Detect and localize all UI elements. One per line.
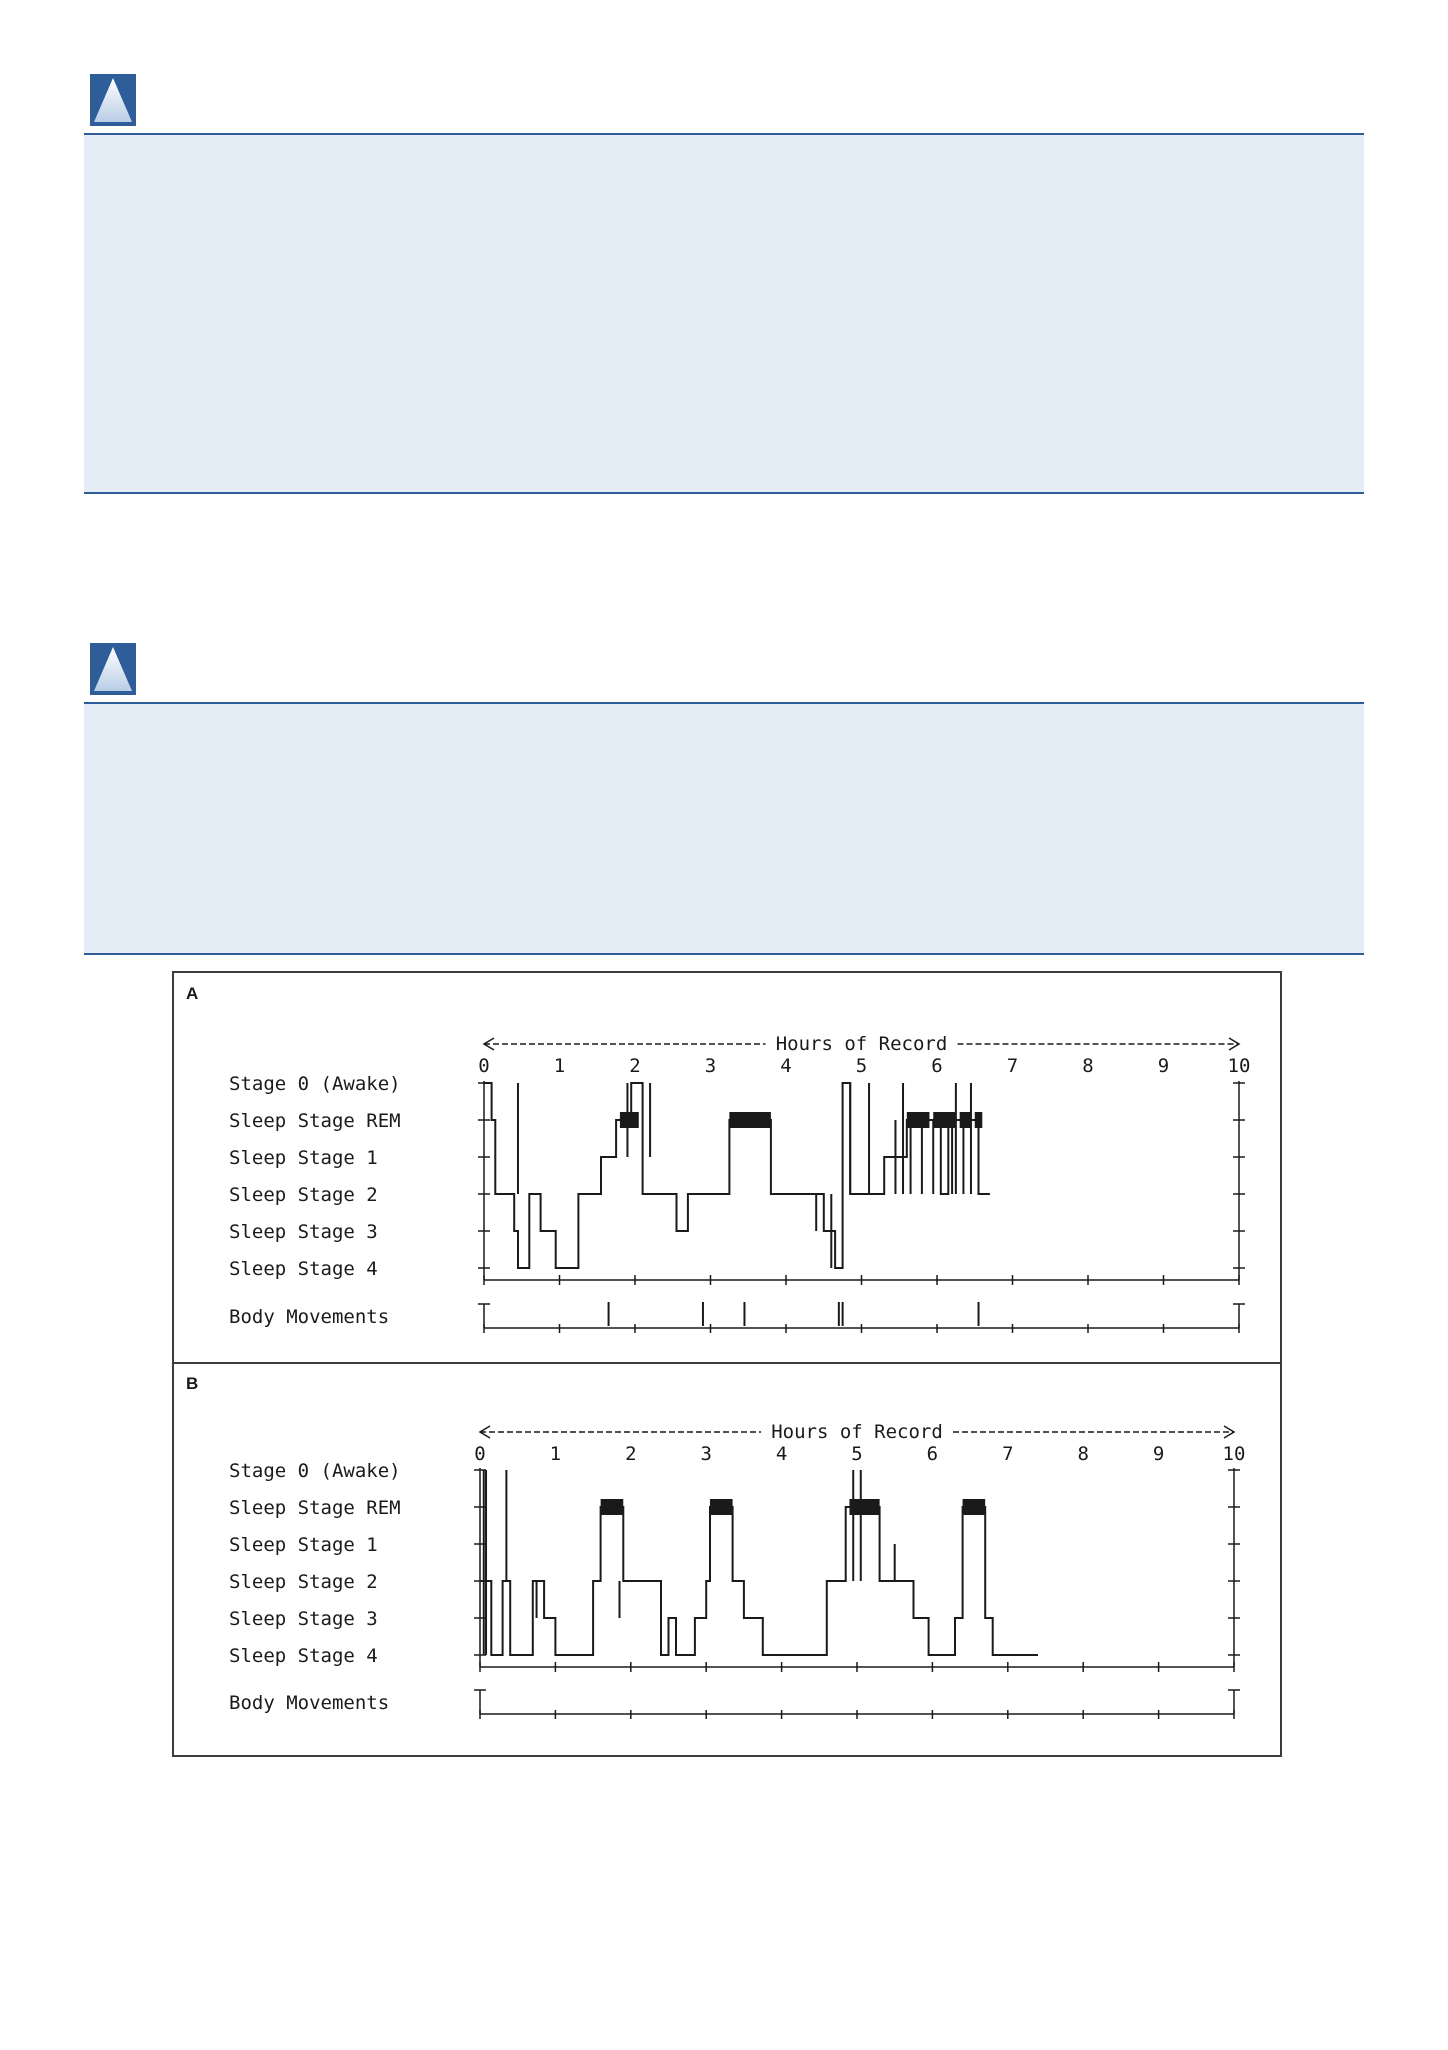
- stage-label: Stage 0 (Awake): [229, 1460, 401, 1482]
- axis-header: Hours of Record: [775, 1033, 948, 1055]
- hypnogram-figure: [172, 971, 1282, 1757]
- panel-a: [229, 1033, 1250, 1333]
- x-tick-label: 2: [629, 1055, 641, 1077]
- x-tick-label: 7: [1006, 1055, 1019, 1077]
- axis-header: Hours of Record: [771, 1421, 943, 1443]
- triangle-logo-icon: [90, 74, 136, 126]
- x-tick-label: 2: [625, 1443, 637, 1465]
- stage-label: Stage 0 (Awake): [229, 1073, 401, 1095]
- stage-label: Sleep Stage REM: [229, 1497, 401, 1519]
- stage-label: Sleep Stage 2: [229, 1571, 378, 1593]
- x-tick-label: 4: [780, 1055, 792, 1077]
- x-tick-label: 0: [478, 1055, 490, 1077]
- movements-label: Body Movements: [229, 1692, 390, 1714]
- x-tick-label: 5: [855, 1055, 868, 1077]
- x-tick-label: 1: [553, 1055, 566, 1077]
- triangle-logo-icon: [90, 643, 136, 695]
- x-tick-label: 10: [1227, 1055, 1251, 1077]
- stage-label: Sleep Stage 3: [229, 1221, 378, 1243]
- stage-label: Sleep Stage 4: [229, 1645, 378, 1667]
- stage-label: Sleep Stage 3: [229, 1608, 378, 1630]
- stage-label: Sleep Stage 1: [229, 1147, 378, 1169]
- stage-label: Sleep Stage 2: [229, 1184, 378, 1206]
- x-tick-label: 3: [704, 1055, 717, 1077]
- x-tick-label: 6: [931, 1055, 943, 1077]
- x-tick-label: 10: [1222, 1443, 1246, 1465]
- text-box-2: [84, 702, 1364, 955]
- hypnogram-line: [480, 1507, 1038, 1655]
- x-tick-label: 4: [775, 1443, 788, 1465]
- x-tick-label: 1: [549, 1443, 562, 1465]
- x-tick-label: 8: [1082, 1055, 1094, 1077]
- panel-a-label: A: [186, 984, 199, 1003]
- x-tick-label: 0: [474, 1443, 486, 1465]
- x-tick-label: 9: [1157, 1055, 1170, 1077]
- x-tick-label: 9: [1152, 1443, 1165, 1465]
- panel-b: [229, 1421, 1245, 1719]
- stage-label: Sleep Stage 4: [229, 1258, 378, 1280]
- stage-label: Sleep Stage REM: [229, 1110, 401, 1132]
- movements-label: Body Movements: [229, 1306, 390, 1328]
- hypnogram-svg: [174, 973, 1280, 1755]
- x-tick-label: 8: [1077, 1443, 1089, 1465]
- x-tick-label: 3: [700, 1443, 712, 1465]
- panel-b-label: B: [186, 1374, 199, 1393]
- x-tick-label: 5: [851, 1443, 863, 1465]
- x-tick-label: 6: [926, 1443, 939, 1465]
- stage-label: Sleep Stage 1: [229, 1534, 378, 1556]
- x-tick-label: 7: [1002, 1443, 1014, 1465]
- text-box-1: [84, 133, 1364, 494]
- hypnogram-line: [484, 1083, 990, 1268]
